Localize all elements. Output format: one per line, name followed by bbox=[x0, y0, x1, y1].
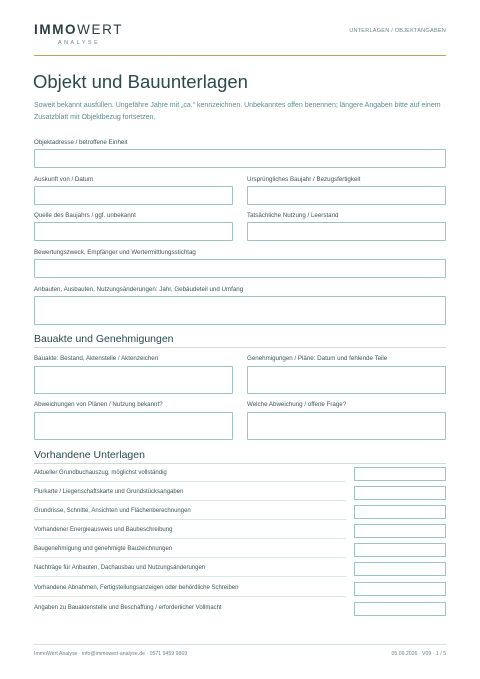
address-field[interactable] bbox=[34, 149, 446, 168]
document-item-field[interactable] bbox=[354, 543, 446, 557]
year-source-label: Quelle des Baujahrs / ggf. unbekannt bbox=[34, 212, 136, 219]
document-item-field[interactable] bbox=[354, 467, 446, 481]
document-reference: UNTERLAGEN / OBJEKTANGABEN bbox=[349, 28, 446, 34]
which-deviation-field[interactable] bbox=[247, 412, 446, 440]
building-files-field[interactable] bbox=[34, 366, 233, 394]
address-label: Objektadresse / betroffene Einheit bbox=[34, 139, 128, 146]
which-deviation-label: Welche Abweichung / offene Frage? bbox=[247, 401, 347, 408]
original-year-label: Ursprüngliches Baujahr / Bezugsfertigkeit bbox=[247, 176, 361, 183]
document-item-field[interactable] bbox=[354, 582, 446, 596]
logo-bold-part: IMMO bbox=[34, 22, 78, 37]
logo-light-part: WERT bbox=[77, 22, 124, 37]
document-item-label: Nachträge für Anbauten, Dachausbau und Nutzungsänderungen bbox=[34, 565, 206, 571]
document-item-label: Angaben zu Bauaktenstelle und Beschaffung / erforderlicher Vollmacht bbox=[34, 605, 222, 611]
logo-wordmark bbox=[34, 23, 123, 37]
document-item-label: Grundrisse, Schnitte, Ansichten und Flächenberechnungen bbox=[34, 508, 191, 514]
document-item-field[interactable] bbox=[354, 505, 446, 519]
documents-section-divider bbox=[34, 463, 446, 464]
document-item-label: Flurkarte / Liegenschaftskarte und Grundstücksangaben bbox=[34, 489, 184, 495]
permits-section-divider bbox=[34, 347, 446, 348]
document-item-divider bbox=[34, 481, 346, 482]
documents-section-heading: Vorhandene Unterlagen bbox=[34, 449, 145, 461]
valuation-purpose-label: Bewertungszweck, Empfänger und Wertermittlungsstichtag bbox=[34, 249, 196, 256]
extensions-label: Anbauten, Ausbauten, Nutzungsänderungen: Jahr, Gebäudeteil und Umfang bbox=[34, 286, 244, 293]
info-from-label: Auskunft von / Datum bbox=[34, 176, 94, 183]
footer-page-info: 05.09.2026 · V09 · 1 / 5 bbox=[391, 651, 446, 657]
actual-use-label: Tatsächliche Nutzung / Leerstand bbox=[247, 212, 339, 219]
document-item-field[interactable] bbox=[354, 602, 446, 616]
year-source-field[interactable] bbox=[34, 222, 233, 241]
document-item-label: Vorhandener Energieausweis und Baubeschreibung bbox=[34, 527, 173, 533]
document-item-divider bbox=[34, 538, 346, 539]
document-item-divider bbox=[34, 519, 346, 520]
building-files-label: Bauakte: Bestand, Aktenstelle / Aktenzeichen bbox=[34, 355, 159, 362]
document-item-label: Aktueller Grundbuchauszug, möglichst vollständig bbox=[34, 470, 167, 476]
valuation-purpose-field[interactable] bbox=[34, 259, 446, 278]
logo-subtitle: ANALYSE bbox=[58, 40, 101, 46]
footer-divider bbox=[34, 644, 446, 645]
deviations-field[interactable] bbox=[34, 412, 233, 440]
permits-section-heading: Bauakte und Genehmigungen bbox=[34, 333, 174, 345]
document-item-divider bbox=[34, 557, 346, 558]
document-item-field[interactable] bbox=[354, 562, 446, 576]
document-item-divider bbox=[34, 596, 346, 597]
info-from-field[interactable] bbox=[34, 186, 233, 205]
extensions-field[interactable] bbox=[34, 296, 446, 325]
actual-use-field[interactable] bbox=[247, 222, 446, 241]
permits-plans-field[interactable] bbox=[247, 366, 446, 394]
deviations-label: Abweichungen von Plänen / Nutzung bekannt? bbox=[34, 401, 163, 408]
document-item-label: Baugenehmigung und genehmigte Bauzeichnungen bbox=[34, 546, 173, 552]
document-item-divider bbox=[34, 576, 346, 577]
page-title: Objekt und Bauunterlagen bbox=[33, 71, 248, 92]
company-logo bbox=[34, 23, 123, 46]
intro-text: Soweit bekannt ausfüllen. Ungefähre Jahre mit „ca.“ kennzeichnen. Unbekanntes offen benennen; längere Angaben bitte auf einem Zusatzblatt mit Objektbezug fortsetzen. bbox=[34, 102, 441, 121]
original-year-field[interactable] bbox=[247, 186, 446, 205]
permits-plans-label: Genehmigungen / Pläne: Datum und fehlende Teile bbox=[247, 355, 388, 362]
document-item-field[interactable] bbox=[354, 486, 446, 500]
header-divider bbox=[34, 55, 446, 56]
document-item-field[interactable] bbox=[354, 524, 446, 538]
footer-contact: ImmoWert Analyse · info@immowert-analyse.de · 0571 9459 9869 bbox=[34, 651, 188, 657]
document-item-label: Vorhandene Abnahmen, Fertigstellungsanzeigen oder behördliche Schreiben bbox=[34, 585, 239, 591]
document-item-divider bbox=[34, 500, 346, 501]
